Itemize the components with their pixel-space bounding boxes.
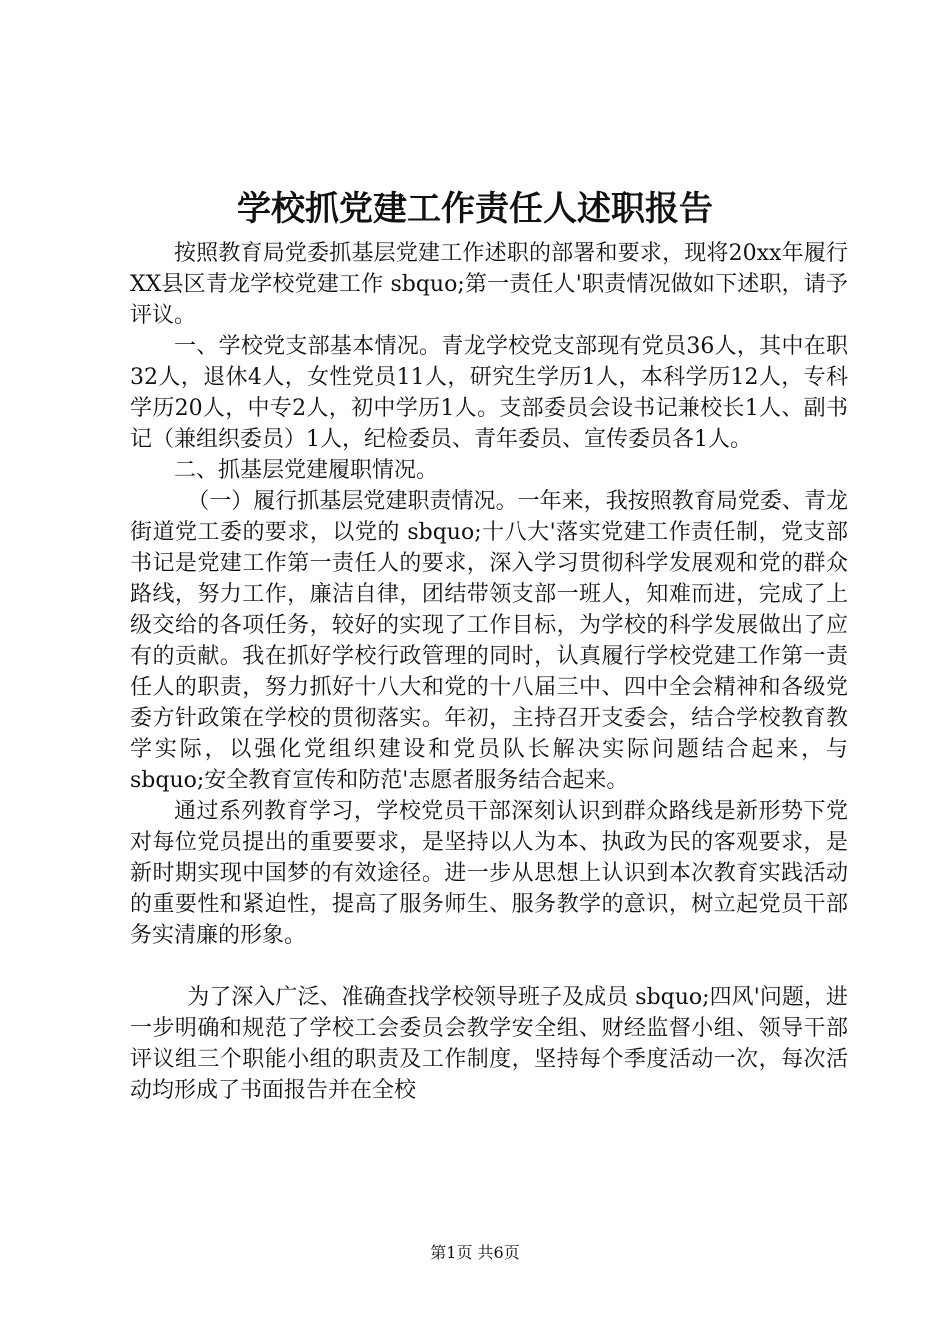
document-title: 学校抓党建工作责任人述职报告 xyxy=(237,189,713,229)
paragraph-four-winds: 为了深入广泛、准确查找学校领导班子及成员 sbquo;四风'问题，进一步明确和规范了学校工会委员会教学安全组、财经监督小组、领导干部评议组三个职能小组的职责及工作制度，坚持每个季度活动一次，每次活动均形成了书面报告并在全校 xyxy=(130,985,848,1103)
paragraph-subsection-1: （一）履行抓基层党建职责情况。一年来，我按照教育局党委、青龙街道党工委的要求，以党的 sbquo;十八大'落实党建工作责任制，党支部书记是党建工作第一责任人的要求，深入学习贯彻科学发展观和党的群众路线，努力工作，廉洁自律，团结带领支部一班人，知难而进，完成了上级交给的各项任务，较好的实现了工作目标，为学校的科学发展做出了应有的贡献。我在抓好学校行政管理的同时，认真履行学校党建工作第一责任人的职责，努力抓好十八大和党的十八届三中、四中全会精神和各级党委方针政策在学校的贯彻落实。年初，主持召开支委会，结合学校教育教学实际，以强化党组织建设和党员队长解决实际问题结合起来，与 sbquo;安全教育宣传和防范'志愿者服务结合起来。 xyxy=(130,489,848,793)
paragraph-study-results: 通过系列教育学习，学校党员干部深刻认识到群众路线是新形势下党对每位党员提出的重要要求，是坚持以人为本、执政为民的客观要求，是新时期实现中国梦的有效途径。进一步从思想上认识到本次教育实践活动的重要性和紧迫性，提高了服务师生、服务教学的意识，树立起党员干部务实清廉的形象。 xyxy=(130,799,848,948)
document-body xyxy=(130,238,848,1106)
paragraph-spacer xyxy=(130,951,848,982)
paragraph-section-2-heading: 二、抓基层党建履职情况。 xyxy=(174,458,439,483)
page-number-footer: 第1页 共6页 xyxy=(430,1243,520,1262)
paragraph-section-1: 一、学校党支部基本情况。青龙学校党支部现有党员36人，其中在职32人，退休4人，女性党员11人，研究生学历1人，本科学历12人，专科学历20人，中专2人，初中学历1人。支部委员会设书记兼校长1人、副书记（兼组织委员）1人，纪检委员、青年委员、宣传委员各1人。 xyxy=(130,334,848,452)
paragraph-intro: 按照教育局党委抓基层党建工作述职的部署和要求，现将20xx年履行XX县区青龙学校党建工作 sbquo;第一责任人'职责情况做如下述职，请予评议。 xyxy=(130,241,848,328)
